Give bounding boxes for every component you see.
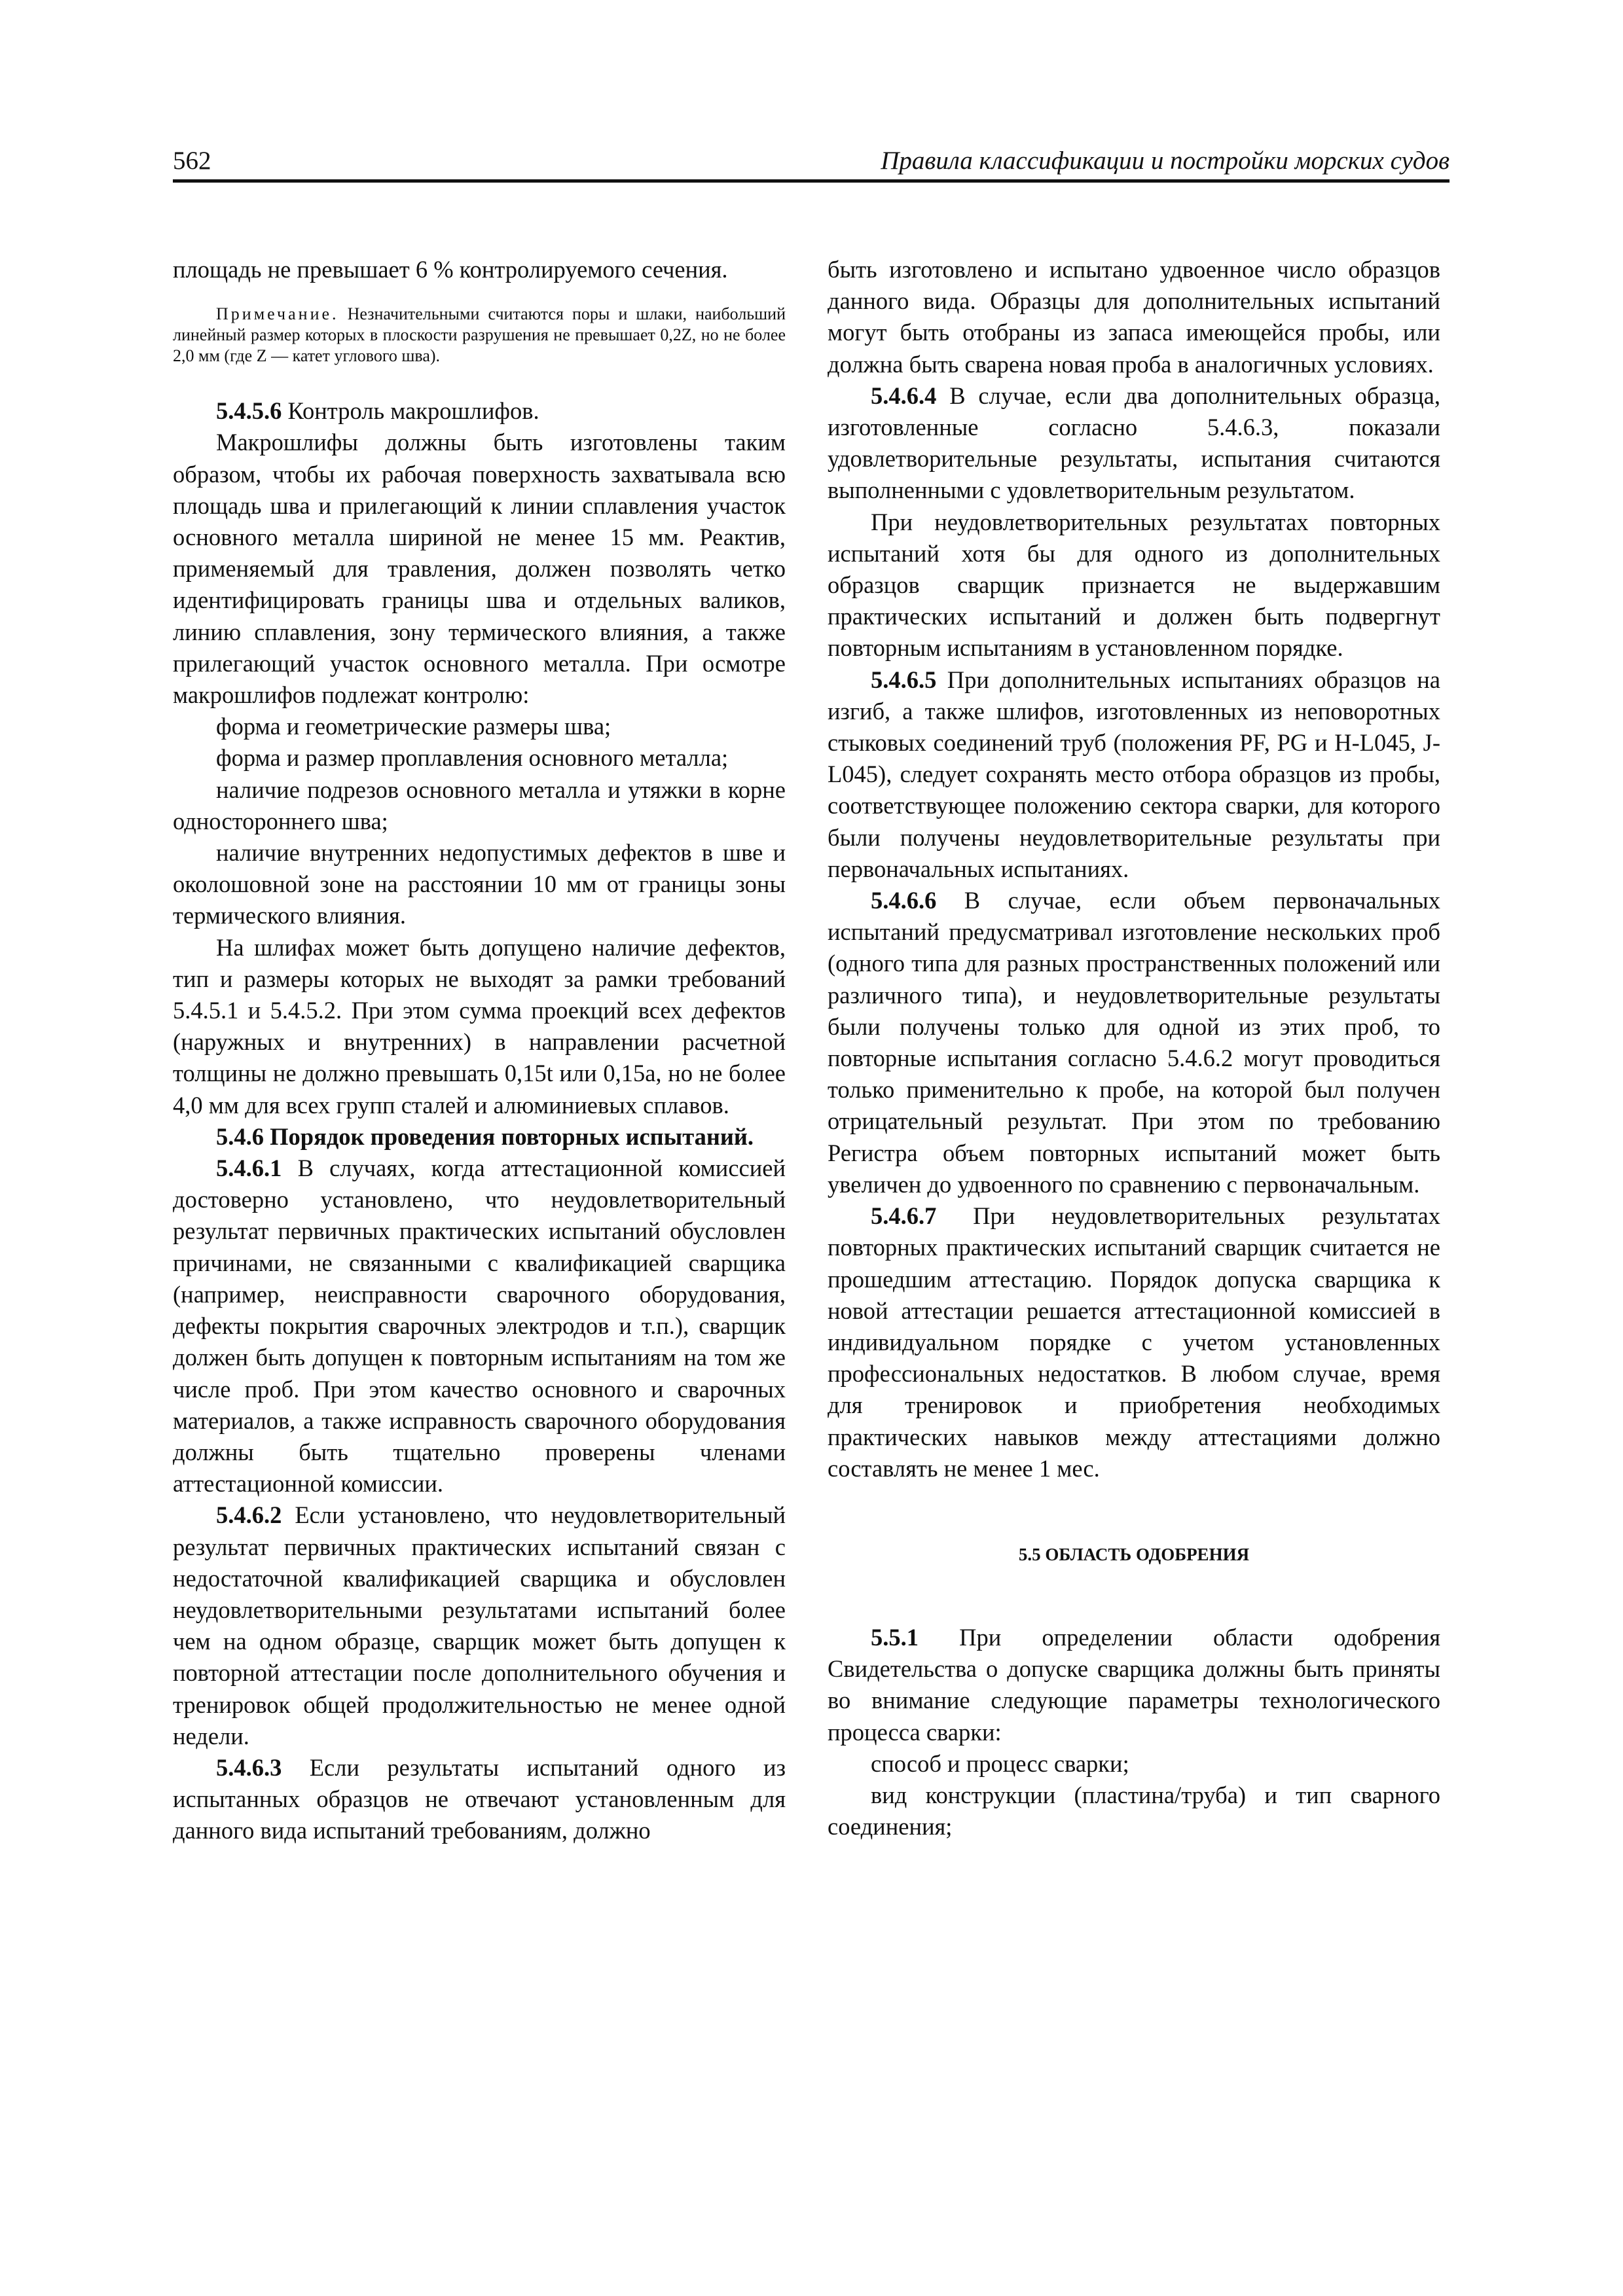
clause-5467 [828, 1200, 1440, 1484]
clause-text: При дополнительных испытаниях образцов на изгиб, а также шлифов, изготовленных из неповоротных стыковых соединений труб (положения PF, PG и H-L045, J-L045), следует сохранять место отбора образцов из пробы, соответствующее положению сектора сварки, для которого были получены неудовлетворительные результаты при первоначальных испытаниях. [828, 666, 1441, 882]
list-item: форма и геометрические размеры шва; [216, 713, 611, 740]
list-item: наличие подрезов основного металла и утяжки в корне одностороннего шва; [173, 776, 786, 834]
paragraph: На шлифах может быть допущено наличие дефектов, тип и размеры которых не выходят за рамки требований 5.4.5.1 и 5.4.5.2. При этом сумма проекций всех дефектов (наружных и внутренних) в направлении расчетной толщины не должно превышать 0,15t или 0,15a, но не более 4,0 мм для всех групп сталей и алюминиевых сплавов. [173, 933, 786, 1119]
list-item: способ и процесс сварки; [871, 1749, 1129, 1777]
clause-5461 [173, 1153, 786, 1499]
clause-number: 5.4.6.7 [871, 1202, 937, 1230]
clause-number: 5.4.6.6 [871, 887, 937, 914]
list-item: вид конструкции (пластина/труба) и тип сварного соединения; [828, 1781, 1440, 1840]
paragraph: площадь не превышает 6 % контролируемого сечения. [173, 256, 728, 283]
clause-551 [828, 1622, 1440, 1748]
clause-5466 [828, 885, 1440, 1200]
clause-text: При неудовлетворительных результатах повторных практических испытаний сварщик считается не прошедшим аттестацию. Порядок допуска сварщика к новой аттестации решается аттестационной комиссией в индивидуальном порядке с учетом установленных профессиональных недостатков. В любом случае, время для тренировок и приобретения необходимых практических навыков между аттестациями должно составлять не менее 1 мес. [828, 1202, 1441, 1482]
running-title: Правила классификации и постройки морских судов [881, 147, 1450, 175]
clause-number: 5.4.6.4 [871, 382, 937, 409]
page-header [173, 145, 1450, 183]
right-column [828, 254, 1440, 1842]
section-title: 5.5 ОБЛАСТЬ ОДОБРЕНИЯ [1018, 1544, 1250, 1564]
clause-number: 5.4.6.1 [216, 1155, 282, 1182]
note-label: Примечание. [216, 304, 339, 324]
note [173, 304, 786, 367]
clause-5465 [828, 664, 1440, 885]
paragraph: Макрошлифы должны быть изготовлены таким образом, чтобы их рабочая поверхность захватывала всю площадь шва и прилегающий к линии сплавления участок основного металла шириной не менее 15 мм. Реактив, применяемый для травления, должен позволять четко идентифицировать границы шва и отдельных валиков, линию сплавления, зону термического влияния, а также прилегающий участок основного металла. При осмотре макрошлифов подлежат контролю: [173, 429, 786, 709]
clause-5463 [173, 1752, 786, 1847]
page-number: 562 [173, 147, 211, 175]
left-column [173, 254, 786, 1847]
clause-number: 5.4.6.3 [216, 1753, 282, 1781]
clause-5462 [173, 1499, 786, 1752]
clause-number: 5.4.6.2 [216, 1501, 282, 1529]
clause-title: Контроль макрошлифов. [287, 397, 539, 425]
note-text: Незначительными считаются поры и шлаки, наибольший линейный размер которых в плоскости разрушения не превышает 0,2Z, но не более 2,0 мм (где Z — катет углового шва). [173, 304, 786, 366]
clause-text: Если установлено, что неудовлетворительный результат первичных практических испытаний связан с недостаточной квалификацией сварщика и обусловлен неудовлетворительными результатами испытаний более чем на одном образце, сварщик может быть допущен к повторной аттестации после дополнительного обучения и тренировок общей продолжительностью не менее одной недели. [173, 1501, 786, 1749]
clause-number: 5.5.1 [871, 1623, 919, 1651]
clause-text: В случаях, когда аттестационной комиссией достоверно установлено, что неудовлетворительный результат первичных практических испытаний обусловлен причинами, не связанными с квалификацией сварщика (например, неисправности сварочного оборудования, дефекты покрытия сварочных электродов и т.п.), сварщик должен быть допущен к повторным испытаниям на том же числе проб. При этом качество основного и сварочных материалов, а также исправность сварочного оборудования должны быть тщательно проверены членами аттестационной комиссии. [173, 1155, 786, 1498]
paragraph: быть изготовлено и испытано удвоенное число образцов данного вида. Образцы для дополнительных испытаний могут быть отобраны из запаса имеющейся пробы, или должна быть сварена новая проба в аналогичных условиях. [828, 256, 1440, 378]
subsection-5456 [173, 395, 786, 427]
clause-text: В случае, если объем первоначальных испытаний предусматривал изготовление нескольких проб (одного типа для разных пространственных положений или различного типа), и неудовлетворительные результаты были получены только для одной из этих проб, то повторные испытания согласно 5.4.6.2 могут проводиться только применительно к пробе, на которой был получен отрицательный результат. При этом по требованию Регистра объем повторных испытаний может быть увеличен до удвоенного по сравнению с первоначальным. [828, 887, 1441, 1198]
list-item: форма и размер проплавления основного металла; [216, 744, 729, 772]
clause-5464 [828, 380, 1440, 507]
clause-text: При определении области одобрения Свидетельства о допуске сварщика должны быть приняты во внимание следующие параметры технологического процесса сварки: [828, 1623, 1441, 1746]
clause-number: 5.4.5.6 [216, 397, 282, 425]
clause-text: В случае, если два дополнительных образца, изготовленные согласно 5.4.6.3, показали удовлетворительные результаты, испытания считаются выполненными с удовлетворительным результатом. [828, 382, 1440, 504]
clause-number: 5.4.6.5 [871, 666, 937, 693]
clause-text: Если результаты испытаний одного из испытанных образцов не отвечают установленным для данного вида испытаний требованиям, должно [173, 1753, 786, 1844]
list-item: наличие внутренних недопустимых дефектов в шве и околошовной зоне на расстоянии 10 мм от границы зоны термического влияния. [173, 839, 786, 929]
paragraph: При неудовлетворительных результатах повторных испытаний хотя бы для одного из дополнительных образцов сварщик признается не выдержавшим практических испытаний и должен быть подвергнут повторным испытаниям в установленном порядке. [828, 508, 1440, 662]
subsection-heading-546: 5.4.6 Порядок проведения повторных испытаний. [216, 1122, 754, 1150]
